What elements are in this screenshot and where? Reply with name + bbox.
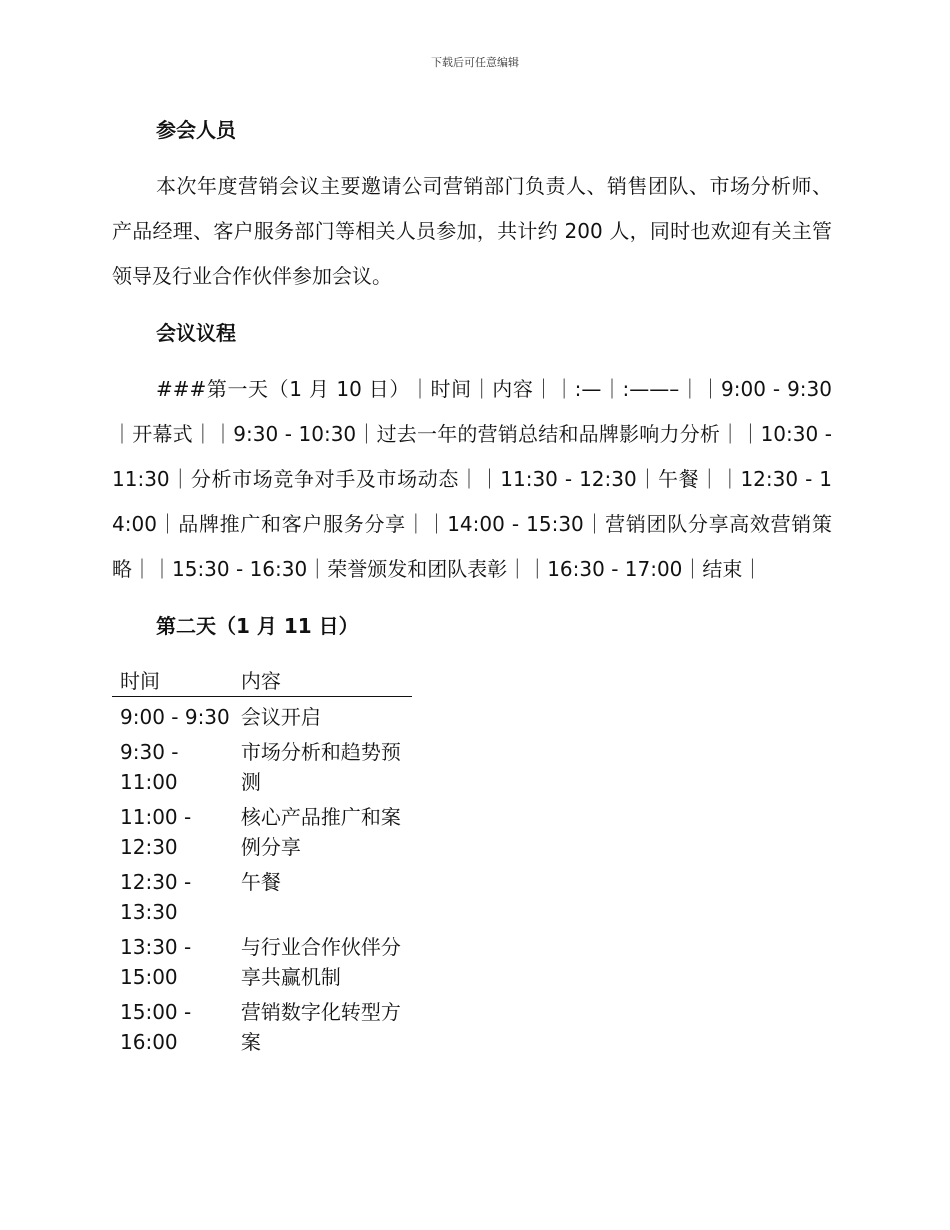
day1-agenda-paragraph: ###第一天（1 月 10 日）｜时间｜内容｜｜:—｜:——–｜｜9:00 - 9:30｜开幕式｜｜9:30 - 10:30｜过去一年的营销总结和品牌影响力分析｜｜10:30 - 11:30｜分析市场竞争对手及市场动态｜｜11:30 - 12:30｜午餐｜｜12:30 - 14:00｜品牌推广和客户服务分享｜｜14:00 - 15:30｜营销团队分享高效营销策略｜｜15:30 - 16:30｜荣誉颁发和团队表彰｜｜16:30 - 17:00｜结束｜: [112, 377, 832, 581]
cell-time: 9:30 - 11:00: [120, 740, 179, 794]
table-row: [112, 927, 412, 992]
table-row: [112, 732, 412, 797]
table-row: [112, 862, 412, 927]
header-time: 时间: [112, 666, 233, 697]
cell-time: 15:00 - 16:00: [120, 1000, 192, 1054]
header-note: 下载后可任意编辑: [431, 56, 519, 69]
table-header-row: [112, 666, 412, 697]
cell-content: 市场分析和趋势预测: [240, 740, 401, 794]
cell-content: 午餐: [240, 870, 281, 894]
table-row: [112, 992, 412, 1057]
section-title-agenda: 会议议程: [156, 321, 236, 345]
cell-content: 营销数字化转型方案: [240, 1000, 401, 1054]
table-row: [112, 697, 412, 733]
cell-content: 会议开启: [240, 705, 321, 729]
attendees-paragraph: 本次年度营销会议主要邀请公司营销部门负责人、销售团队、市场分析师、产品经理、客户服务部门等相关人员参加，共计约 200 人，同时也欢迎有关主管领导及行业合作伙伴参加会议。: [112, 174, 832, 288]
document-body: [112, 108, 832, 1057]
cell-time: 11:00 - 12:30: [120, 805, 192, 859]
header-content: 内容: [233, 666, 412, 697]
cell-time: 13:30 - 15:00: [120, 935, 192, 989]
section-title-attendees: 参会人员: [156, 118, 236, 142]
day2-schedule-table: [112, 666, 412, 1057]
cell-time: 9:00 - 9:30: [120, 705, 230, 729]
cell-time: 12:30 - 13:30: [120, 870, 192, 924]
section-title-day2: 第二天（1 月 11 日）: [156, 614, 359, 638]
table-row: [112, 797, 412, 862]
cell-content: 与行业合作伙伴分享共赢机制: [240, 935, 401, 989]
cell-content: 核心产品推广和案例分享: [240, 805, 401, 859]
